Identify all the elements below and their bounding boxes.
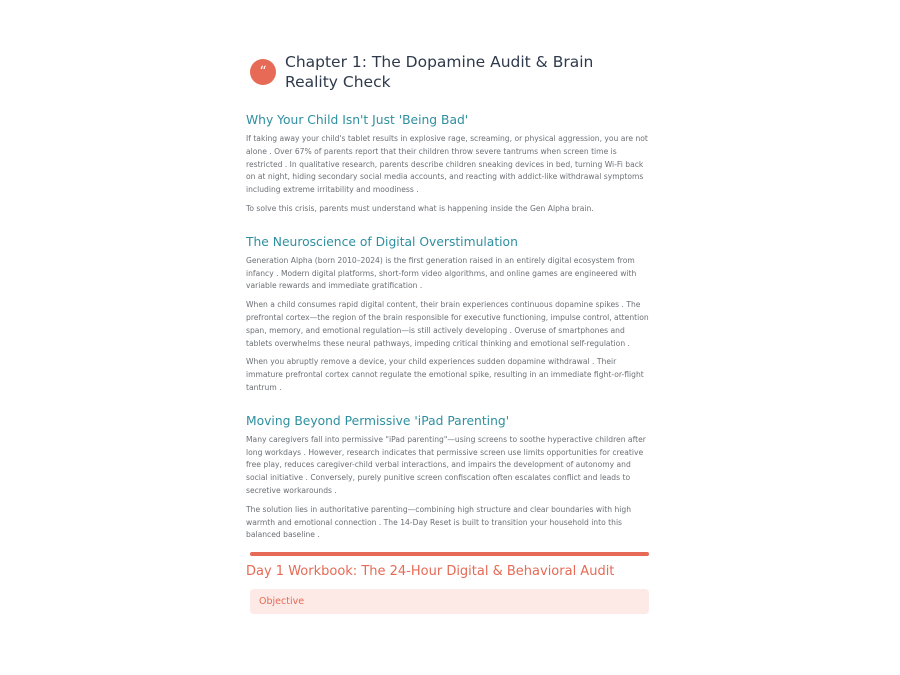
quote-icon: “ [250, 59, 276, 85]
paragraph: The solution lies in authoritative parenting—combining high structure and clear boundaries with high warmth and emotional connection . The 14-Day Reset is built to transition your household into this balanced baseline . [246, 504, 632, 540]
paragraph: When a child consumes rapid digital content, their brain experiences continuous dopamine spikes . The prefrontal cortex—the region of the brain responsible for executive functioning, impulse control, attention span, memory, and emotional regulation—is still actively developing . Overuse of smartphones and tablets overwhelms these neural pathways, impeding critical thinking and emotional self-regulation . [246, 300, 649, 348]
paragraph: When you abruptly remove a device, your child experiences sudden dopamine withdrawal . Their immature prefrontal cortex cannot regulate the emotional spike, resulting in an immediate fight-or-flight tantrum . [246, 357, 644, 392]
paragraph: Many caregivers fall into permissive "iPad parenting"—using screens to soothe hyperactive children after long workdays . However, research indicates that permissive screen use limits opportunities for creative free play, reduces caregiver-child verbal interactions, and impairs the development of autonomy and social initiative . Conversely, purely punitive screen confiscation often escalates conflict and leads to secretive workarounds . [246, 434, 646, 495]
chapter-header [250, 52, 650, 92]
paragraph: If taking away your child's tablet results in explosive rage, screaming, or physical aggression, you are not alone . Over 67% of parents report that their children throw severe tantrums when screen time is restricted . In qualitative research, parents describe children sneaking devices in bed, turning Wi-Fi back on at night, hiding secondary social media accounts, and reacting with addict-like withdrawal symptoms including extreme irritability and moodiness . [246, 134, 648, 195]
chapter-content [246, 112, 652, 548]
section-divider [250, 552, 649, 556]
objective-label: Objective [259, 596, 305, 607]
workbook-title: Day 1 Workbook: The 24-Hour Digital & Behavioral Audit [246, 564, 615, 579]
section-heading: Why Your Child Isn't Just 'Being Bad' [246, 113, 469, 127]
section-heading: Moving Beyond Permissive 'iPad Parenting' [246, 413, 510, 428]
paragraph: Generation Alpha (born 2010–2024) is the first generation raised in an entirely digital ecosystem from infancy . Modern digital platforms, short-form video algorithms, and online games are engineered with variable rewards and immediate gratification . [246, 255, 637, 291]
chapter-title: Chapter 1: The Dopamine Audit & Brain Reality Check [285, 53, 594, 91]
objective-box [250, 589, 649, 614]
section-heading: The Neuroscience of Digital Overstimulation [246, 234, 518, 249]
paragraph: To solve this crisis, parents must understand what is happening inside the Gen Alpha brain. [246, 203, 594, 213]
